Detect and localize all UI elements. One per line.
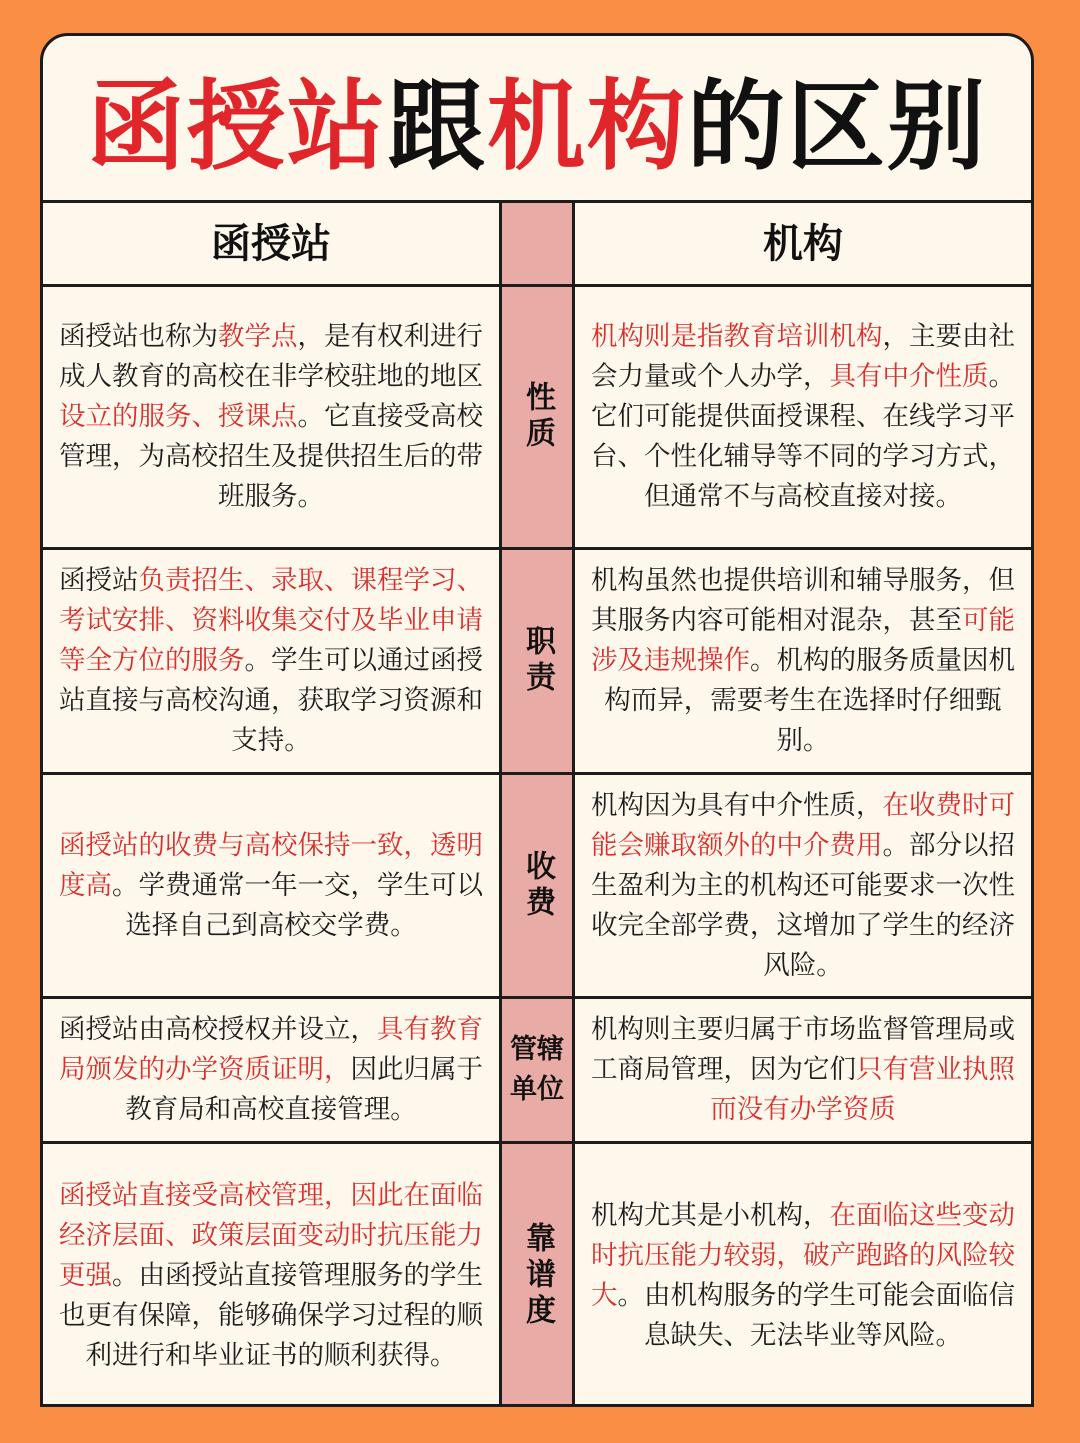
body-text: 函授站由高校授权并设立， [59, 1014, 377, 1045]
left-text [57, 1010, 485, 1130]
right-text [589, 1010, 1017, 1130]
right-text [589, 561, 1017, 761]
right-text [589, 1196, 1017, 1356]
title-part-3: 机构 [487, 69, 688, 184]
row-label-text: 收费 [520, 849, 555, 922]
body-text: 因此归属于教育局和高校直接管理。 [125, 1054, 483, 1125]
body-text: 机构虽然也提供培训和辅导服务，但其服务内容可能相对混杂，甚至 [591, 565, 1015, 636]
cell-jigou [575, 1144, 1031, 1407]
body-text: 机构则主要归属于市场监督管理局或工商局管理，因为它们 [591, 1014, 1015, 1085]
header-middle [502, 203, 575, 287]
highlight-text: 函授站的收费与高校保持一致，透明度高 [59, 829, 483, 901]
body-text: 。部分以招生盈利为主的机构还可能要求一次性收完全部学费，这增加了学生的经济风险。 [591, 829, 1015, 981]
body-text: 。学费通常一年一交，学生可以选择自己到高校交学费。 [112, 869, 483, 941]
body-text: 。它们可能提供面授课程、在线学习平台、个性化辅导等不同的学习方式，但通常不与高校直接对接。 [591, 361, 1015, 512]
highlight-text: 设立的服务、授课点 [59, 401, 298, 432]
body-text: 。机构的服务质量因机构而异，需要考生在选择时仔细甄别。 [604, 645, 1015, 756]
right-text [589, 317, 1017, 517]
left-text [57, 826, 485, 946]
body-text: 机构尤其是小机构， [591, 1199, 830, 1231]
body-text: 函授站 [59, 565, 139, 596]
highlight-text: 函授站直接受高校管理，因此在面临经济层面、政策层面变动时抗压能力更强 [59, 1179, 483, 1291]
highlight-text: 在收费时可能会赚取额外的中介费用 [591, 789, 1015, 861]
row-label-text: 管辖单位 [510, 1034, 564, 1105]
cell-hanshouzhan [43, 775, 502, 999]
title-part-4: 的区别 [687, 69, 988, 184]
highlight-text: 具有教育局颁发的办学资质证明， [59, 1014, 483, 1085]
highlight-text: 只有营业执照而没有办学资质 [710, 1054, 1015, 1125]
body-text: ，是有权利进行成人教育的高校在非学校驻地的地区 [59, 321, 483, 392]
body-text: 。由机构服务的学生可能会面临信息缺失、无法毕业等风险。 [617, 1279, 1015, 1351]
highlight-text: 可能涉及违规操作 [591, 605, 1015, 676]
body-text: 。它直接受高校管理，为高校招生及提供招生后的带班服务。 [59, 401, 483, 512]
highlight-text: 负责招生、录取、课程学习、考试安排、资料收集交付及毕业申请等全方位的服务 [59, 565, 483, 676]
left-text [57, 1176, 485, 1376]
cell-hanshouzhan [43, 999, 502, 1144]
body-text: 函授站也称为 [59, 321, 218, 352]
body-text: ，主要由社会力量或个人办学， [591, 321, 1015, 392]
highlight-text: 机构则是指教育培训机构 [591, 321, 883, 352]
row-label [502, 287, 575, 550]
cell-jigou [575, 550, 1031, 775]
row-label [502, 1144, 575, 1407]
row-label [502, 999, 575, 1144]
header-right: 机构 [575, 203, 1031, 287]
left-text [57, 317, 485, 517]
cell-jigou [575, 775, 1031, 999]
header-left: 函授站 [43, 203, 502, 287]
comparison-table [43, 203, 1031, 1407]
comparison-card [40, 33, 1034, 1407]
body-text: 机构因为具有中介性质， [591, 789, 883, 821]
right-text [589, 786, 1017, 986]
cell-hanshouzhan [43, 550, 502, 775]
title-part-1: 函授站 [86, 69, 387, 184]
body-text: 。由函授站直接管理服务的学生也更有保障，能够确保学习过程的顺利进行和毕业证书的顺利获得。 [59, 1259, 483, 1371]
page-title [43, 36, 1031, 203]
cell-jigou [575, 287, 1031, 550]
highlight-text: 教学点 [218, 321, 298, 352]
row-label-text: 职责 [520, 625, 555, 697]
highlight-text: 具有中介性质 [829, 361, 989, 392]
title-part-2: 跟 [386, 69, 487, 184]
cell-hanshouzhan [43, 1144, 502, 1407]
row-label-text: 性质 [520, 381, 555, 453]
body-text: 。学生可以通过函授站直接与高校沟通，获取学习资源和支持。 [59, 645, 483, 756]
row-label [502, 550, 575, 775]
highlight-text: 在面临这些变动时抗压能力较弱，破产跑路的风险较大 [591, 1199, 1015, 1311]
row-label-text: 靠谱度 [520, 1221, 555, 1330]
cell-jigou [575, 999, 1031, 1144]
cell-hanshouzhan [43, 287, 502, 550]
left-text [57, 561, 485, 761]
row-label [502, 775, 575, 999]
